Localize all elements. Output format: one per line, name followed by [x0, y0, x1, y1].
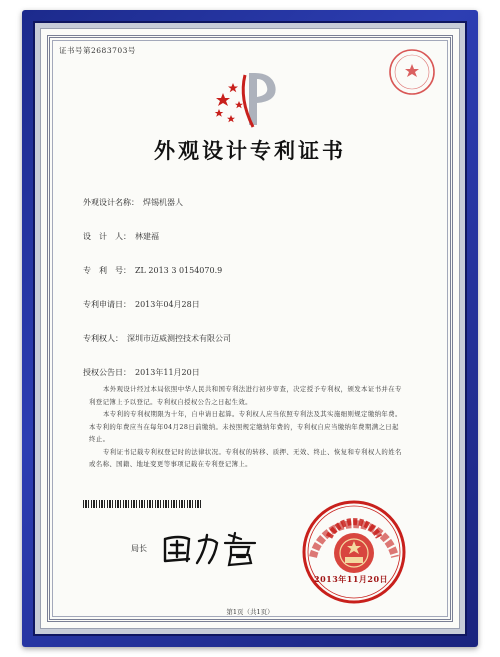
- field-label: 外观设计名称：: [83, 198, 139, 207]
- field-value: 深圳市迈威测控技术有限公司: [127, 334, 231, 343]
- certificate-paper: [40, 28, 460, 629]
- field-label: 专利申请日：: [83, 300, 131, 309]
- field-designer: [83, 231, 159, 242]
- stamp-icon: [387, 47, 437, 97]
- field-value: 林建福: [135, 232, 159, 241]
- certificate-title: 外观设计专利证书: [154, 138, 346, 163]
- field-filing-date: [83, 299, 200, 310]
- field-label: 设 计 人：: [83, 232, 131, 241]
- field-patentee: [83, 333, 231, 344]
- body-paragraph: 本外观设计经过本局依照中华人民共和国专利法进行初步审查，决定授予专利权，颁发本证书并在专利登记簿上予以登记。专利权自授权公告之日起生效。: [89, 385, 402, 406]
- certificate-body: [89, 383, 403, 471]
- field-label: 专 利 号：: [83, 266, 131, 275]
- page-number: 第1页（共1页）: [226, 608, 274, 616]
- national-emblem-icon: [299, 497, 409, 607]
- body-paragraph: 专利证书记载专利权登记时的法律状况。专利权的转移、质押、无效、终止、恢复和专利权人的姓名或名称、国籍、地址变更等事项记载在专利登记簿上。: [89, 447, 402, 468]
- field-value: 2013年11月20日: [135, 368, 200, 377]
- certificate-number: 证书号第2683703号: [59, 46, 136, 55]
- field-value: ZL 2013 3 0154070.9: [135, 266, 223, 275]
- barcode: [83, 500, 201, 508]
- field-label: 专利权人：: [83, 334, 123, 343]
- seal-date: 2013年11月20日: [314, 574, 389, 584]
- field-value: 2013年04月28日: [135, 300, 200, 309]
- certificate-frame: [22, 10, 478, 647]
- field-design-name: [83, 197, 183, 208]
- body-paragraph: 本专利的专利权期限为十年，自申请日起算。专利权人应当依照专利法及其实施细则规定缴纳年费。本专利的年费应当在每年04月28日前缴纳。未按照规定缴纳年费的，专利权自应当缴纳年费期满之日起终止。: [89, 410, 402, 443]
- field-label: 授权公告日：: [83, 368, 131, 377]
- director-label: 局长: [131, 544, 147, 553]
- director-signature: [159, 525, 269, 567]
- sipo-logo-icon: [209, 69, 285, 131]
- field-value: 焊锡机器人: [143, 198, 183, 207]
- field-patent-number: [83, 265, 222, 276]
- frame-mat: [33, 21, 467, 636]
- field-grant-date: [83, 367, 200, 378]
